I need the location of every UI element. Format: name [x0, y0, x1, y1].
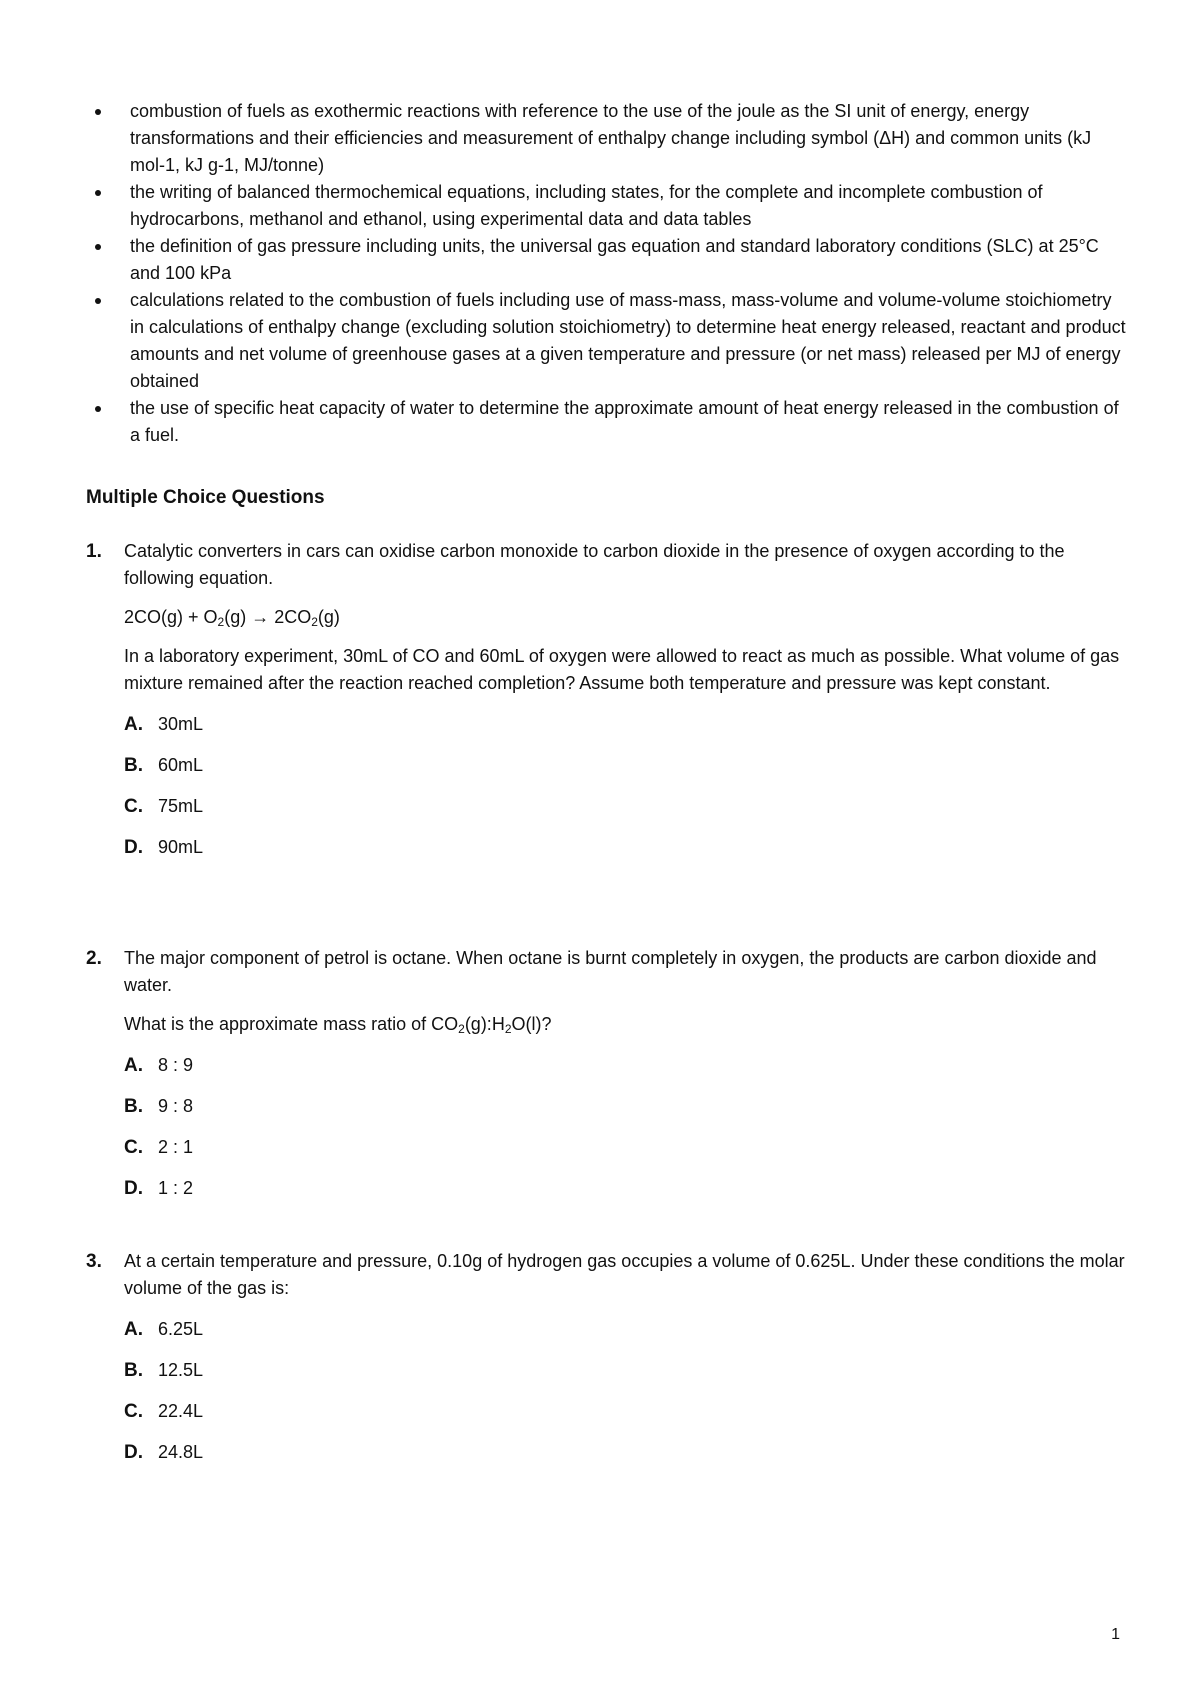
option-d[interactable] [124, 1175, 1126, 1202]
question-number: 3. [86, 1251, 102, 1272]
option-a[interactable] [124, 1052, 1126, 1079]
question-text: Catalytic converters in cars can oxidise carbon monoxide to carbon dioxide in the presence of oxygen according to the following equation. [124, 541, 1065, 588]
bullet-item: the definition of gas pressure including units, the universal gas equation and standard laboratory conditions (SLC) at 25°C and 100 kPa [86, 233, 1126, 287]
option-b[interactable] [124, 1357, 1126, 1384]
page-number: 1 [1111, 1626, 1120, 1643]
question-text: At a certain temperature and pressure, 0.10g of hydrogen gas occupies a volume of 0.625L. Under these conditions the molar volume of the gas is: [124, 1251, 1125, 1298]
option-letter: A. [124, 1055, 143, 1076]
answer-options [124, 711, 1126, 861]
option-text: 1 : 2 [158, 1178, 194, 1198]
option-letter: B. [124, 755, 143, 776]
option-a[interactable] [124, 1316, 1126, 1343]
option-text: 12.5L [158, 1360, 204, 1380]
option-text: 22.4L [158, 1401, 204, 1421]
option-c[interactable] [124, 1134, 1126, 1161]
option-text: 24.8L [158, 1442, 204, 1462]
question-text: The major component of petrol is octane. When octane is burnt completely in oxygen, the products are carbon dioxide and water. [124, 948, 1097, 995]
option-text: 6.25L [158, 1319, 204, 1339]
bullet-item: combustion of fuels as exothermic reactions with reference to the use of the joule as the SI unit of energy, energy transformations and their efficiencies and measurement of enthalpy change including symbol (ΔH) and common units (kJ mol-1, kJ g-1, MJ/tonne) [86, 98, 1126, 179]
bullet-item: calculations related to the combustion of fuels including use of mass-mass, mass-volume and volume-volume stoichiometry in calculations of enthalpy change (excluding solution stoichiometry) to determine heat energy released, reactant and product amounts and net volume of greenhouse gases at a given temperature and pressure (or net mass) released per MJ of energy obtained [86, 287, 1126, 395]
curriculum-bullet-list [86, 98, 1126, 449]
option-text: 75mL [158, 796, 204, 816]
option-letter: B. [124, 1096, 143, 1117]
option-d[interactable] [124, 1439, 1126, 1466]
answer-options [124, 1316, 1126, 1466]
option-letter: D. [124, 1178, 143, 1199]
option-text: 8 : 9 [158, 1055, 194, 1075]
question-subtext: What is the approximate mass ratio of $CO_2(g):H_2O(l)$? [124, 1014, 552, 1036]
option-letter: D. [124, 837, 143, 858]
option-letter: C. [124, 796, 143, 817]
question-subtext: In a laboratory experiment, 30mL of CO and 60mL of oxygen were allowed to react as much as possible. What volume of gas mixture remained after the reaction reached completion? Assume both temperature and pressure was kept constant. [124, 646, 1120, 693]
option-c[interactable] [124, 1398, 1126, 1425]
option-b[interactable] [124, 1093, 1126, 1120]
question-number: 2. [86, 948, 102, 969]
question-2 [86, 945, 1126, 1216]
option-text: 2 : 1 [158, 1137, 194, 1157]
option-b[interactable] [124, 752, 1126, 779]
option-text: 90mL [158, 837, 204, 857]
option-d[interactable] [124, 834, 1126, 861]
question-3 [86, 1248, 1126, 1480]
option-letter: A. [124, 714, 143, 735]
option-text: 60mL [158, 755, 204, 775]
bullet-item: the writing of balanced thermochemical equations, including states, for the complete and incomplete combustion of hydrocarbons, methanol and ethanol, using experimental data and data tables [86, 179, 1126, 233]
option-a[interactable] [124, 711, 1126, 738]
option-letter: A. [124, 1319, 143, 1340]
bullet-item: the use of specific heat capacity of water to determine the approximate amount of heat energy released in the combustion of a fuel. [86, 395, 1126, 449]
option-text: 30mL [158, 714, 204, 734]
option-letter: B. [124, 1360, 143, 1381]
option-letter: C. [124, 1137, 143, 1158]
option-c[interactable] [124, 793, 1126, 820]
question-1 [86, 538, 1126, 875]
section-heading: Multiple Choice Questions [86, 487, 325, 508]
option-letter: D. [124, 1442, 143, 1463]
option-text: 9 : 8 [158, 1096, 194, 1116]
question-number: 1. [86, 541, 102, 562]
answer-options [124, 1052, 1126, 1202]
option-letter: C. [124, 1401, 143, 1422]
chemical-equation: $2CO(g) + O_2(g) \to 2CO_2(g)$ [124, 607, 340, 629]
